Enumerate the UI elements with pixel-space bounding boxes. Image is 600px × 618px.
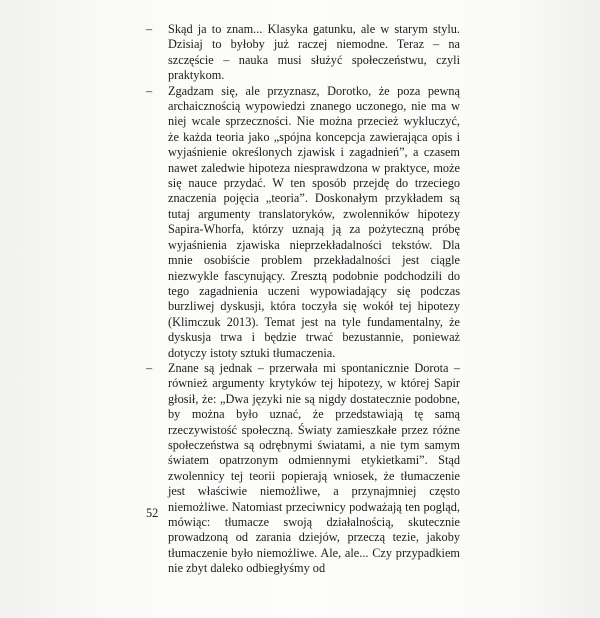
dialogue-text: Zgadzam się, ale przyznasz, Dorotko, że poza pewną archaicznością wypowiedzi znanego uczonego, nie ma w niej wcale sprzeczności. Nie można przecież wykluczyć, że każda teoria jako „spójna koncepcja zawierająca opis i wyjaśnienie określonych zjawisk i zagadnień”, a czasem nawet zaledwie hipoteza niesprawdzona w praktyce, może się nauce przydać. W ten sposób przejdę do trzeciego znaczenia pojęcia „teoria”. Doskonałym przykładem są tutaj argumenty translatoryków, zwolenników hipotezy Sapira-Whorfa, którzy uznają ją za pożyteczną próbę wyjaśnienia zjawiska nieprzekładalności tekstów. Dla mnie osobiście problem przekładalności jest ciągle niezwykle fascynujący. Zresztą podobnie podchodzili do tego zagadnienia uczeni wypowiadający się podczas burzliwej dyskusji, która toczyła się wokół tej hipotezy (Klimczuk 2013). Temat jest na tyle fundamentalny, że dyskusja trwa i będzie trwać bezustannie, ponieważ dotyczy istoty sztuki tłumaczenia.: [168, 83, 460, 360]
dialogue-dash: –: [146, 83, 153, 98]
dialogue-dash: –: [146, 22, 153, 36]
dialogue-text: Skąd ja to znam... Klasyka gatunku, ale w starym stylu. Dzisiaj to byłoby już raczej niemodne. Teraz – na szczęście – nauka musi służyć społeczeństwu, czyli praktykom.: [168, 22, 460, 83]
dialogue-paragraph-3: [146, 361, 460, 577]
dialogue-dash: –: [146, 360, 153, 375]
dialogue-text-block: [146, 22, 460, 577]
dialogue-paragraph-1: [146, 22, 460, 84]
page-number: 52: [146, 506, 159, 520]
dialogue-text: Znane są jednak – przerwała mi spontanicznie Dorota – również argumenty krytyków tej hipotezy, w której Sapir głosił, że: „Dwa języki nie są nigdy dostatecznie podobne, by można było uznać, że przedstawiają tę samą rzeczywistość społeczną. Światy zamieszkałe przez różne społeczeństwa są odrębnymi światami, a nie tym samym światem opatrzonym odmiennymi etykietkami”. Stąd zwolennicy tej teorii popierają wniosek, że tłumaczenie jest właściwie niemożliwe, a przynajmniej często niemożliwe. Natomiast przeciwnicy podważają ten pogląd, mówiąc: tłumacze swoją działalnością, skutecznie prowadzoną od zarania dziejów, przeczą tezie, jakoby tłumaczenie było niemożliwe. Ale, ale... Czy przypadkiem nie zbyt daleko odbiegłyśmy od: [168, 360, 460, 576]
dialogue-paragraph-2: [146, 84, 460, 361]
